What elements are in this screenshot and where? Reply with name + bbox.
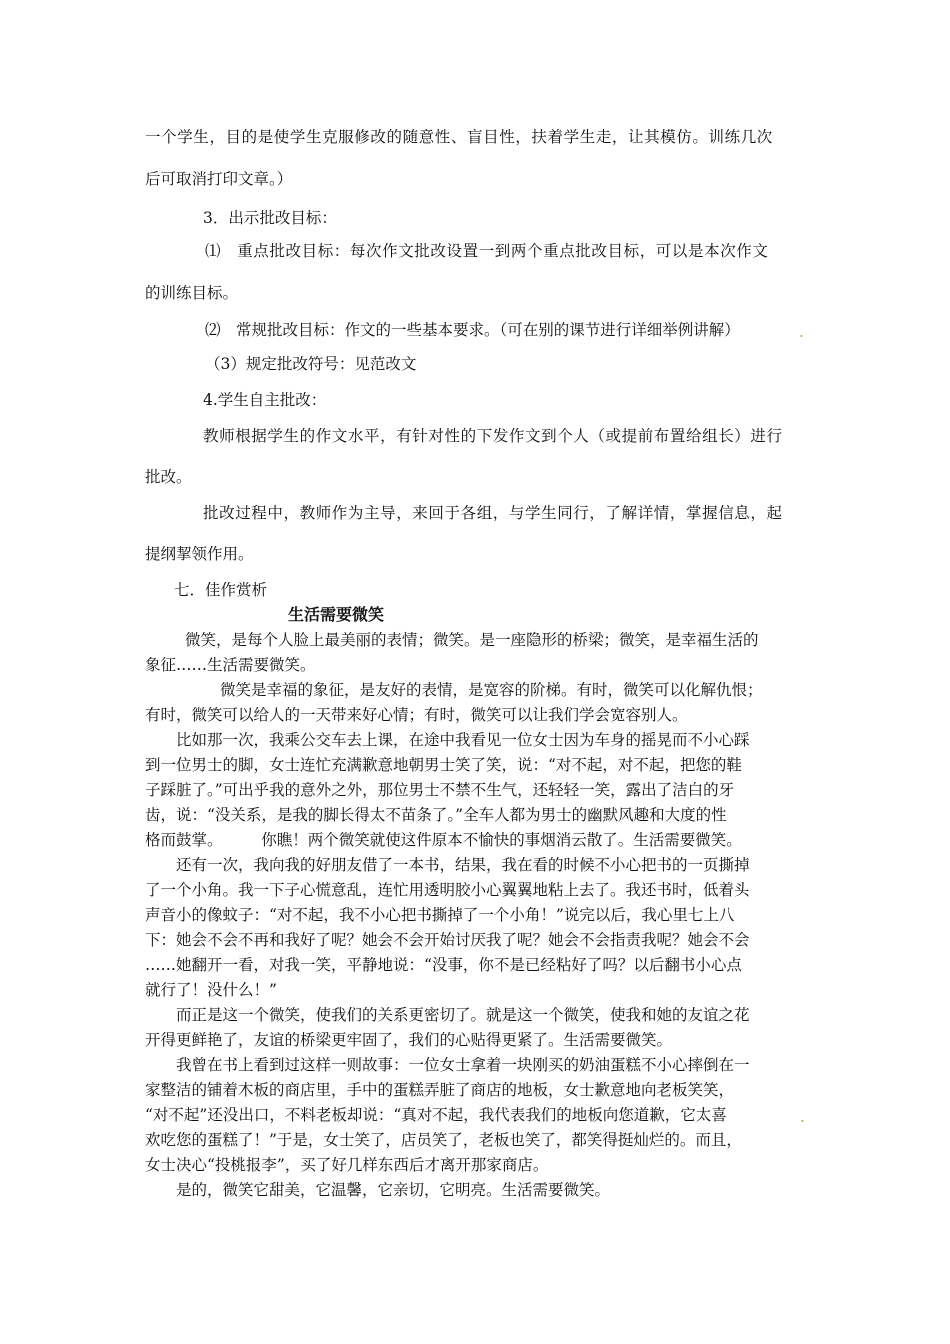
paragraph-line: 后可取消打印文章。） (145, 170, 293, 188)
essay-line: 子踩脏了。”可出乎我的意外之外，那位男士不禁不生气，还轻轻一笑，露出了洁白的牙 (145, 781, 735, 799)
essay-line: 女士决心“投桃报李”，买了好几样东西后才离开那家商店。 (145, 1156, 549, 1174)
essay-line: 微笑是幸福的象征，是友好的表情，是宽容的阶梯。有时，微笑可以化解仇恨； (220, 681, 763, 699)
paragraph-line: 一个学生，目的是使学生克服修改的随意性、盲目性，扶着学生走，让其模仿。训练几次 (145, 128, 773, 146)
essay-line: “对不起”还没出口，不料老板却说：“真对不起，我代表我们的地板向您道歉，它太喜 (145, 1106, 727, 1124)
item-4-paragraph-line: 提纲挈领作用。 (145, 545, 254, 563)
item-4-paragraph-line: 批改过程中，教师作为主导，来回于各组，与学生同行，了解详情，掌握信息，起 (203, 504, 783, 522)
item-4-heading: 4.学生自主批改： (203, 391, 327, 409)
essay-line: 有时，微笑可以给人的一天带来好心情；有时，微笑可以让我们学会宽容别人。 (145, 706, 688, 724)
item-3-1-line: 的训练目标。 (145, 284, 239, 302)
essay-line: 了一个小角。我一下子心慌意乱，连忙用透明胶小心翼翼地粘上去了。我还书时，低着头 (145, 881, 750, 899)
section-heading: 七．佳作赏析 (174, 581, 268, 599)
essay-line: 象征……生活需要微笑。 (145, 656, 316, 674)
essay-line: ……她翻开一看，对我一笑，平静地说：“没事，你不是已经粘好了吗？以后翻书小心点 (145, 956, 742, 974)
essay-line: 我曾在书上看到过这样一则故事：一位女士拿着一块刚买的奶油蛋糕不小心摔倒在一 (176, 1056, 750, 1074)
essay-line: 是的，微笑它甜美，它温馨，它亲切，它明亮。生活需要微笑。 (176, 1181, 611, 1199)
item-3-heading: 3．出示批改目标： (203, 209, 337, 227)
essay-line: 齿，说：“没关系，是我的脚长得太不苗条了。”全车人都为男士的幽默风趣和大度的性 (145, 806, 727, 824)
annotation-dot: . (800, 1108, 805, 1126)
essay-line: 而正是这一个微笑，使我们的关系更密切了。就是这一个微笑，使我和她的友谊之花 (176, 1006, 750, 1024)
essay-title: 生活需要微笑 (288, 605, 385, 624)
item-3-2-line: ⑵ 常规批改目标：作文的一些基本要求。（可在别的课节进行详细举例讲解） (205, 321, 740, 339)
essay-line: 欢吃您的蛋糕了！”于是，女士笑了，店员笑了，老板也笑了，都笑得挺灿烂的。而且， (145, 1131, 742, 1149)
item-3-3-line: （3）规定批改符号：见范改文 (205, 355, 417, 373)
essay-line: 格而鼓掌。 你瞧！两个微笑就使这件原本不愉快的事烟消云散了。生活需要微笑。 (145, 831, 742, 849)
annotation-dot: . (799, 323, 804, 341)
essay-line: 比如那一次，我乘公交车去上课，在途中我看见一位女士因为车身的摇晃而不小心踩 (176, 731, 750, 749)
item-4-paragraph-line: 批改。 (145, 468, 192, 486)
essay-line: 就行了！没什么！” (145, 981, 277, 999)
item-4-paragraph-line: 教师根据学生的作文水平，有针对性的下发作文到个人（或提前布置给组长）进行 (203, 427, 783, 445)
essay-line: 开得更鲜艳了，友谊的桥梁更牢固了，我们的心贴得更紧了。生活需要微笑。 (145, 1031, 673, 1049)
item-3-1-line: ⑴ 重点批改目标：每次作文批改设置一到两个重点批改目标，可以是本次作文 (205, 242, 769, 260)
essay-line: 微笑，是每个人脸上最美丽的表情；微笑。是一座隐形的桥梁；微笑，是幸福生活的 (185, 631, 759, 649)
essay-line: 声音小的像蚊子：“对不起，我不小心把书撕掉了一个小角！”说完以后，我心里七上八 (145, 906, 735, 924)
essay-line: 到一位男士的脚，女士连忙充满歉意地朝男士笑了笑，说：“对不起，对不起，把您的鞋 (145, 756, 742, 774)
essay-line: 家整洁的铺着木板的商店里，手中的蛋糕弄脏了商店的地板，女士歉意地向老板笑笑， (145, 1081, 735, 1099)
essay-line: 还有一次，我向我的好朋友借了一本书，结果，我在看的时候不小心把书的一页撕掉 (176, 856, 750, 874)
essay-line: 下：她会不会不再和我好了呢？她会不会开始讨厌我了呢？她会不会指责我呢？她会不会 (145, 931, 750, 949)
